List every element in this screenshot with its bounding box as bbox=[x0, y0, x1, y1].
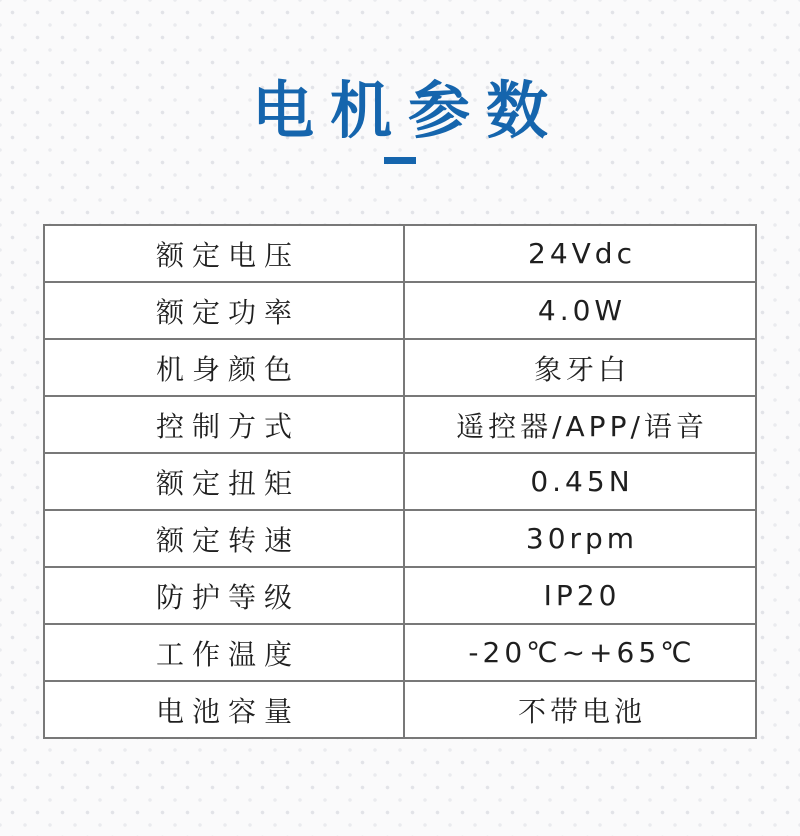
spec-label: 额定扭矩 bbox=[44, 453, 404, 510]
spec-value: 遥控器/APP/语音 bbox=[404, 396, 756, 453]
spec-value: 0.45N bbox=[404, 453, 756, 510]
spec-label: 额定电压 bbox=[44, 225, 404, 282]
table-row bbox=[44, 624, 756, 681]
table-row bbox=[44, 510, 756, 567]
spec-value: 4.0W bbox=[404, 282, 756, 339]
spec-value: 不带电池 bbox=[404, 681, 756, 738]
spec-label: 额定功率 bbox=[44, 282, 404, 339]
spec-value: 象牙白 bbox=[404, 339, 756, 396]
header bbox=[0, 0, 800, 164]
table-row bbox=[44, 225, 756, 282]
spec-value: 30rpm bbox=[404, 510, 756, 567]
table-row bbox=[44, 453, 756, 510]
spec-value: -20℃~+65℃ bbox=[404, 624, 756, 681]
spec-label: 防护等级 bbox=[44, 567, 404, 624]
spec-label: 控制方式 bbox=[44, 396, 404, 453]
table-row bbox=[44, 282, 756, 339]
spec-value: 24Vdc bbox=[404, 225, 756, 282]
title-underline-accent bbox=[384, 157, 416, 164]
table-row bbox=[44, 681, 756, 738]
table-row bbox=[44, 396, 756, 453]
spec-label: 工作温度 bbox=[44, 624, 404, 681]
spec-value: IP20 bbox=[404, 567, 756, 624]
page-title: 电机参数 bbox=[251, 74, 564, 147]
table-row bbox=[44, 567, 756, 624]
spec-label: 机身颜色 bbox=[44, 339, 404, 396]
table-row bbox=[44, 339, 756, 396]
motor-spec-table bbox=[43, 224, 757, 739]
spec-label: 额定转速 bbox=[44, 510, 404, 567]
spec-label: 电池容量 bbox=[44, 681, 404, 738]
